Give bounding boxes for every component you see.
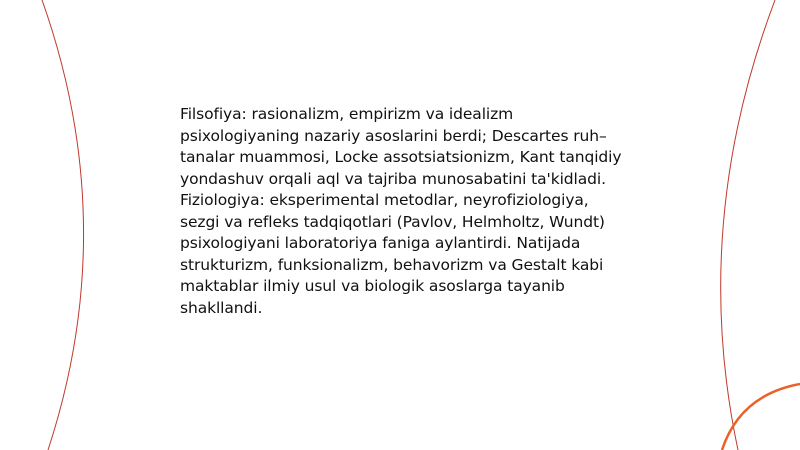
orange-arc (722, 384, 800, 450)
body-paragraph: Filsofiya: rasionalizm, empirizm va idealizm psixologiyaning nazariy asoslarini berdi; Descartes ruh–tanalar muammosi, Locke assotsiatsionizm, Kant tanqidiy yondashuv orqali aql va tajriba munosabatini ta'kidladi. Fiziologiya: eksperimental metodlar, neyrofiziologiya, sezgi va refleks tadqiqotlari (Pavlov, Helmholtz, Wundt) psixologiyani laboratoriya faniga aylantirdi. Natijada strukturizm, funksionalizm, behavorizm va Gestalt kabi maktablar ilmiy usul va biologik asoslarga tayanib shakllandi. (180, 105, 622, 317)
left-arc (42, 0, 84, 450)
right-arc (721, 0, 775, 450)
